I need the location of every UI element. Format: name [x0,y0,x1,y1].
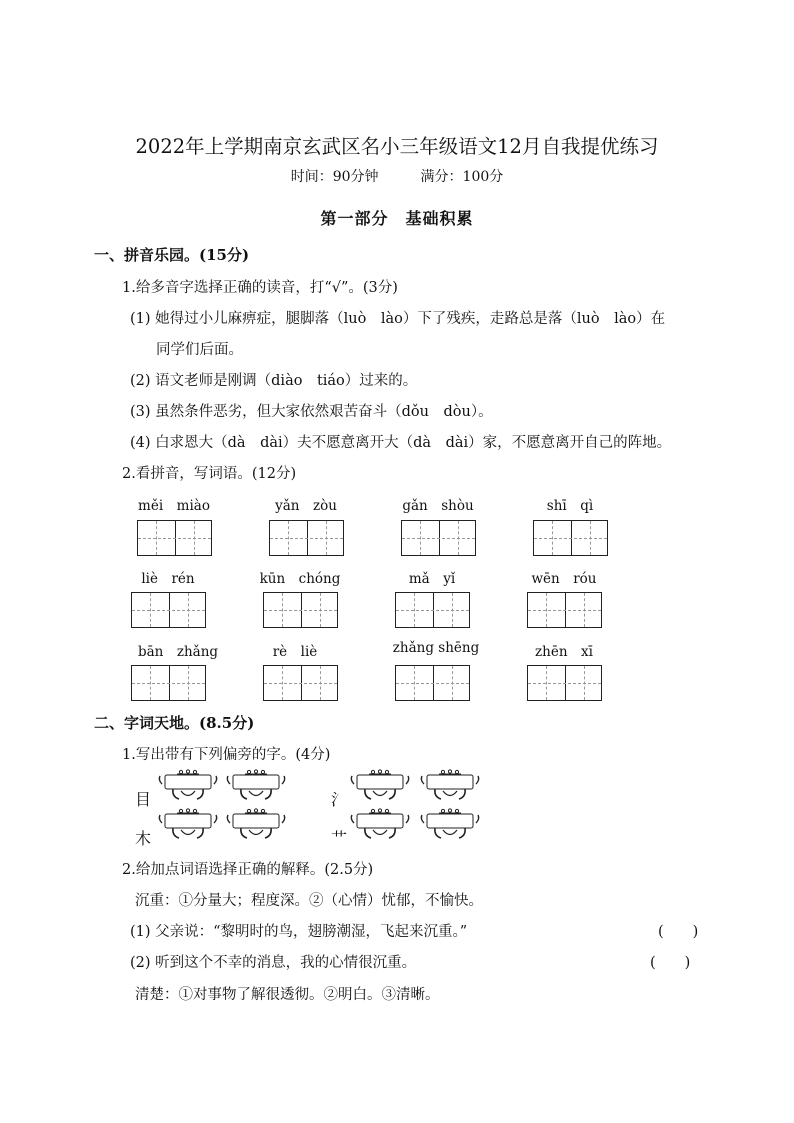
question-prompt: 2.看拼音，写词语。(12分) [122,466,297,482]
question-item: (1) 父亲说：“黎明时的鸟，翅膀潮湿，飞起来沉重。” [130,924,468,940]
pinyin-label: rè liè [272,644,318,660]
part-title: 第一部分 基础积累 [320,209,474,228]
question-item: (3) 虽然条件恶劣，但大家依然艰苦奋斗（dǒu dòu）。 [130,404,493,420]
answer-table-icon[interactable] [225,808,287,842]
answer-table-icon[interactable] [419,769,481,803]
answer-table-icon[interactable] [349,808,411,842]
tianzige-box[interactable] [137,520,212,556]
section-heading-words: 二、字词天地。(8.5分) [94,714,255,732]
radical-label: 木 [135,829,152,848]
exam-info: 时间：90分钟 满分：100分 [290,169,504,185]
pinyin-label: wēn róu [531,571,597,587]
tianzige-box[interactable] [263,592,338,628]
pinyin-label: yǎn zòu [275,498,337,514]
tianzige-box[interactable] [395,592,470,628]
pinyin-label: kūn chóng [259,571,341,587]
tianzige-box[interactable] [131,592,206,628]
definition-text: 沉重：①分量大；程度深。②（心情）忧郁，不愉快。 [135,893,483,909]
tianzige-box[interactable] [263,665,338,701]
page-title: 2022年上学期南京玄武区名小三年级语文12月自我提优练习 [135,135,659,158]
radical-label: 目 [135,790,152,809]
tianzige-box[interactable] [527,592,602,628]
question-item: (4) 白求恩大（dà dài）夫不愿意离开大（dà dài）家，不愿意离开自己的阵地。 [130,435,672,451]
pinyin-label: bān zhǎng [137,644,219,660]
question-prompt: 2.给加点词语选择正确的解释。(2.5分) [122,862,374,878]
tianzige-box[interactable] [269,520,344,556]
tianzige-box[interactable] [395,665,470,701]
answer-table-icon[interactable] [157,808,219,842]
pinyin-label: gǎn shòu [402,498,474,514]
question-item: 同学们后面。 [156,342,243,358]
question-prompt: 1.给多音字选择正确的读音，打“√”。(3分) [122,280,398,296]
answer-parenthesis[interactable]: ( ) [650,955,691,971]
answer-table-icon[interactable] [419,808,481,842]
pinyin-label: zhǎng shēng [392,640,480,656]
question-item: (1) 她得过小儿麻痹症，腿脚落（luò lào）下了残疾，走路总是落（luò lào）在 [130,311,666,327]
pinyin-label: měi miào [138,498,210,514]
answer-table-icon[interactable] [157,769,219,803]
question-item: (2) 听到这个不幸的消息，我的心情很沉重。 [130,955,417,971]
tianzige-box[interactable] [131,665,206,701]
pinyin-label: mǎ yǐ [408,571,456,587]
radical-label: 氵 [331,790,348,809]
pinyin-label: shī qì [546,498,594,514]
answer-parenthesis[interactable]: ( ) [658,924,699,940]
pinyin-label: zhēn xī [535,644,593,660]
tianzige-box[interactable] [533,520,608,556]
definition-text: 清楚：①对事物了解很透彻。②明白。③清晰。 [135,987,440,1003]
answer-table-icon[interactable] [349,769,411,803]
radical-label: 艹 [331,829,348,848]
tianzige-box[interactable] [401,520,476,556]
pinyin-label: liè rén [141,571,195,587]
section-heading-pinyin: 一、拼音乐园。(15分) [94,246,250,264]
answer-table-icon[interactable] [225,769,287,803]
question-item: (2) 语文老师是刚调（diào tiáo）过来的。 [130,373,418,389]
question-prompt: 1.写出带有下列偏旁的字。(4分) [122,747,331,763]
tianzige-box[interactable] [527,665,602,701]
